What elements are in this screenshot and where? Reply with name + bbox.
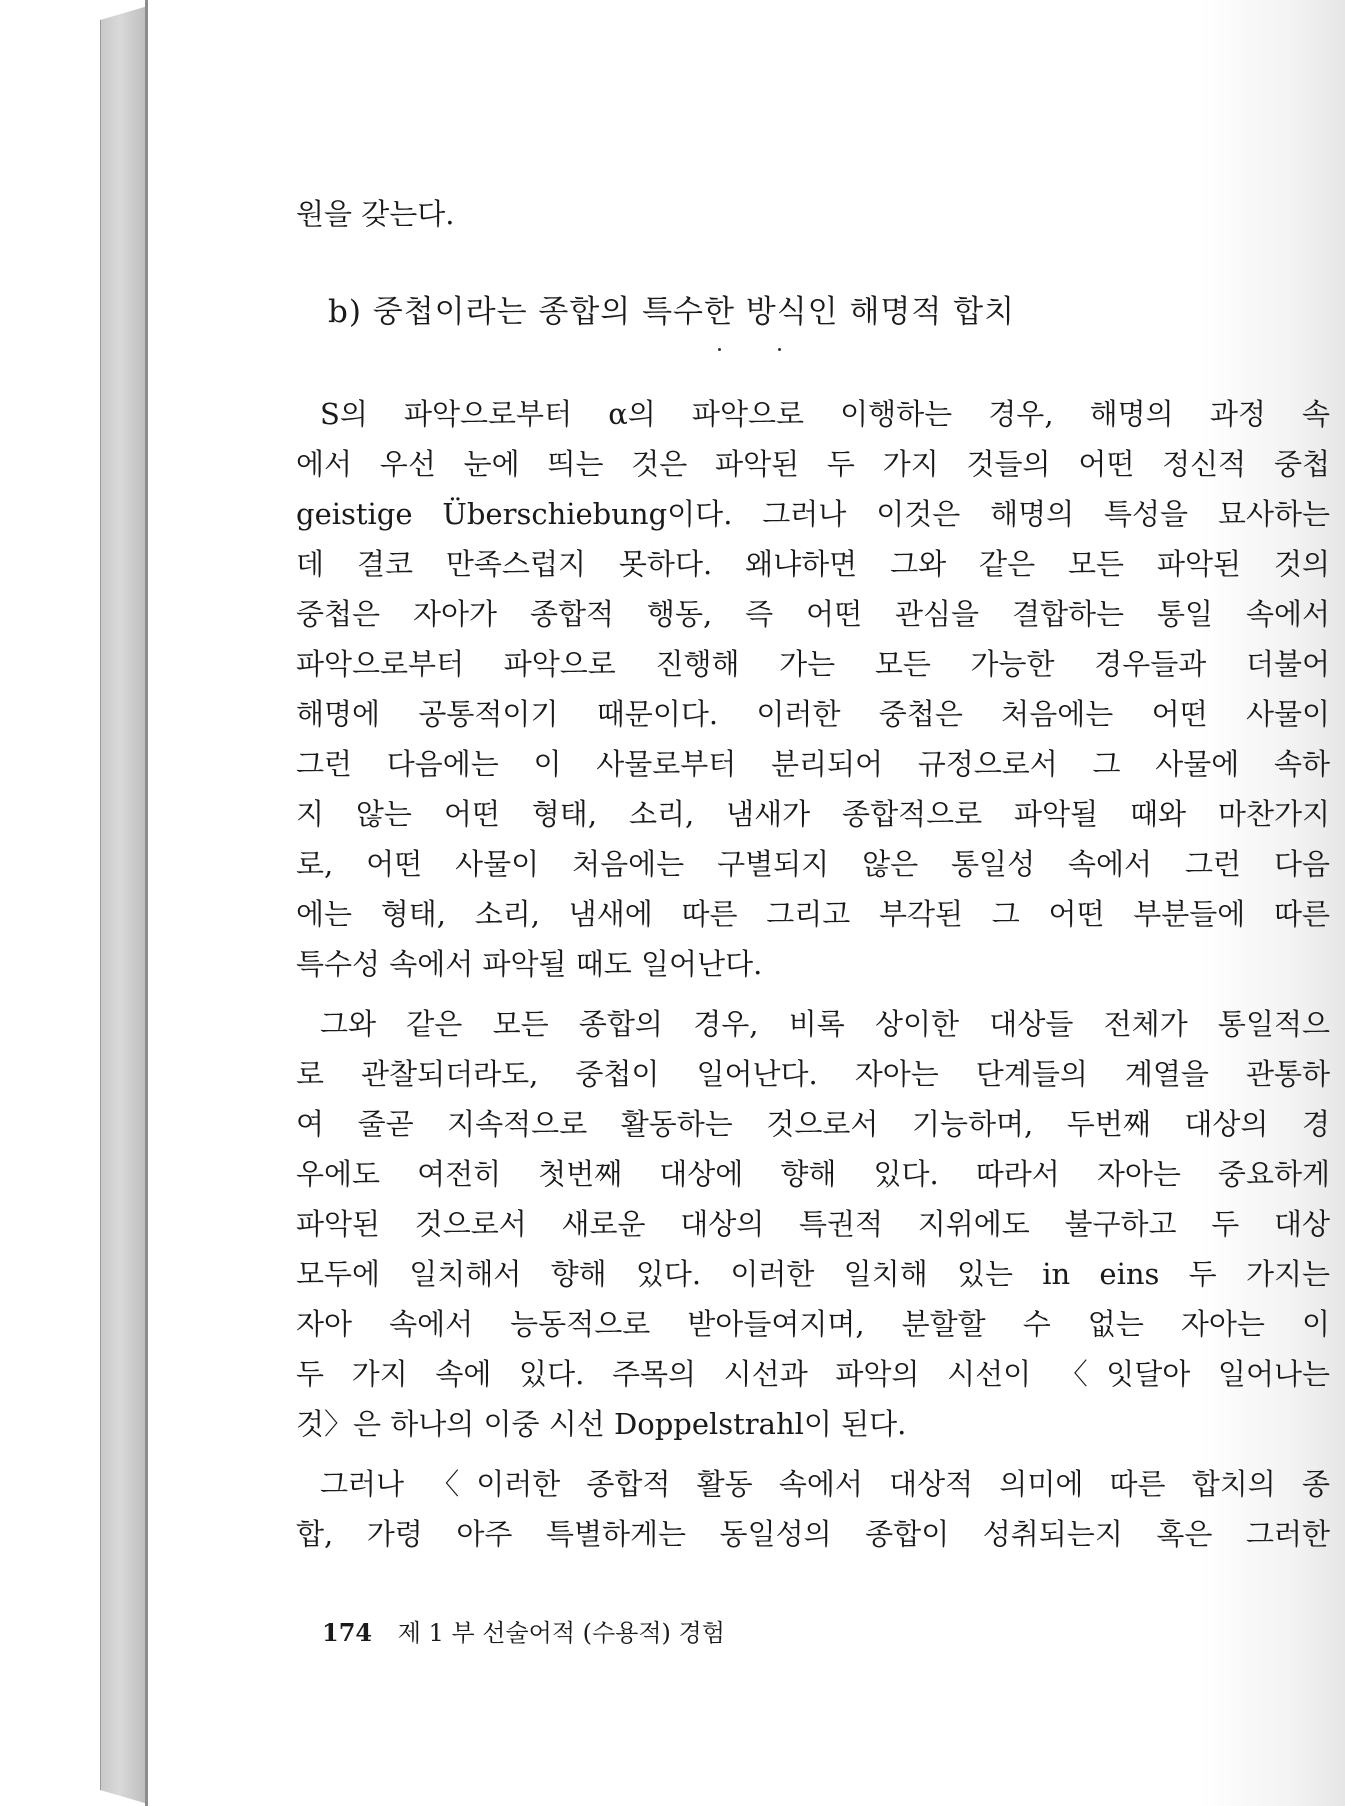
intro-line: 원을 갖는다. <box>296 197 455 231</box>
p1-line-4: 데 결코 만족스럽지 못하다. 왜냐하면 그와 같은 모든 파악된 것의 <box>296 547 1330 581</box>
p1-line-3: geistige Überschiebung이다. 그러나 이것은 해명의 특성을 묘사하는 <box>296 497 1330 531</box>
p2-line-1: 그와 같은 모든 종합의 경우, 비록 상이한 대상들 전체가 통일적으 <box>320 1007 1330 1041</box>
p1-line-10: 로, 어떤 사물이 처음에는 구별되지 않은 통일성 속에서 그런 다음 <box>296 847 1330 881</box>
p1-line-8: 그런 다음에는 이 사물로부터 분리되어 규정으로서 그 사물에 속하 <box>296 747 1330 781</box>
book-spine <box>100 6 148 1804</box>
p2-line-7: 자아 속에서 능동적으로 받아들여지며, 분할할 수 없는 자아는 이 <box>296 1307 1330 1341</box>
p2-line-5: 파악된 것으로서 새로운 대상의 특권적 지위에도 불구하고 두 대상 <box>296 1207 1330 1241</box>
p2-line-4: 우에도 여전히 첫번째 대상에 향해 있다. 따라서 자아는 중요하게 <box>296 1157 1330 1191</box>
p1-line-2: 에서 우선 눈에 띄는 것은 파악된 두 가지 것들의 어떤 정신적 중첩 <box>296 447 1330 481</box>
p1-line-9: 지 않는 어떤 형태, 소리, 냄새가 종합적으로 파악될 때와 마찬가지 <box>296 797 1330 831</box>
section-heading: b) 중첩이라는 종합의 특수한 방식인 해명적 합치 <box>328 294 1016 330</box>
p1-line-12: 특수성 속에서 파악될 때도 일어난다. <box>296 947 763 981</box>
p1-line-6: 파악으로부터 파악으로 진행해 가는 모든 가능한 경우들과 더불어 <box>296 647 1330 681</box>
p2-line-2: 로 관찰되더라도, 중첩이 일어난다. 자아는 단계들의 계열을 관통하 <box>296 1057 1330 1091</box>
p2-line-3: 여 줄곧 지속적으로 활동하는 것으로서 기능하며, 두번째 대상의 경 <box>296 1107 1330 1141</box>
p1-line-7: 해명에 공통적이기 때문이다. 이러한 중첩은 처음에는 어떤 사물이 <box>296 697 1330 731</box>
p1-line-5: 중첩은 자아가 종합적 행동, 즉 어떤 관심을 결합하는 통일 속에서 <box>296 597 1330 631</box>
p3-line-2: 합, 가령 아주 특별하게는 동일성의 종합이 성취되는지 혹은 그러한 <box>296 1517 1330 1551</box>
page-footer <box>322 1618 725 1648</box>
p3-line-1: 그러나 〈이러한 종합적 활동 속에서 대상적 의미에 따른 합치의 종 <box>320 1467 1330 1501</box>
p2-line-6: 모두에 일치해서 향해 있다. 이러한 일치해 있는 in eins 두 가지는 <box>296 1257 1330 1291</box>
page-content <box>148 0 1345 1806</box>
page-number: 174 <box>322 1618 373 1647</box>
p1-line-1: S의 파악으로부터 α의 파악으로 이행하는 경우, 해명의 과정 속 <box>320 397 1330 431</box>
heading-ornament <box>678 340 818 360</box>
p1-line-11: 에는 형태, 소리, 냄새에 따른 그리고 부각된 그 어떤 부분들에 따른 <box>296 897 1330 931</box>
p2-line-9: 것〉은 하나의 이중 시선 Doppelstrahl이 된다. <box>296 1407 907 1441</box>
p2-line-8: 두 가지 속에 있다. 주목의 시선과 파악의 시선이 〈잇달아 일어나는 <box>296 1357 1330 1391</box>
running-title: 제 1 부 선술어적 (수용적) 경험 <box>397 1619 725 1647</box>
